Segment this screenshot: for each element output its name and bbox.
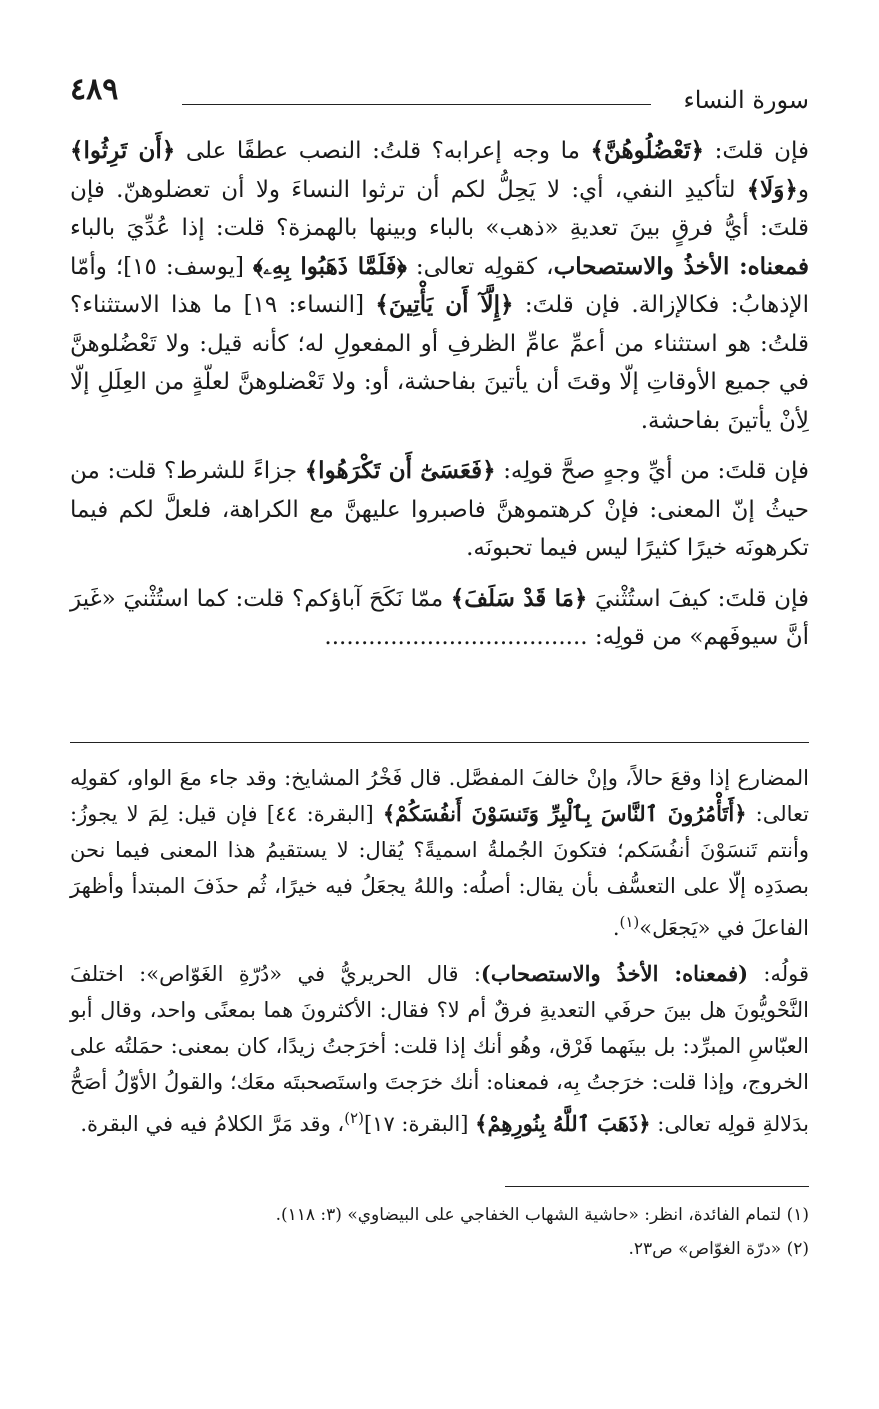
footnote-ref[interactable]: (١) bbox=[619, 913, 640, 931]
bold-phrase: فمعناه: الأخذُ والاستصحاب bbox=[553, 252, 810, 280]
quran-verse: ﴿مَا قَدْ سَلَفَ﴾ bbox=[450, 584, 588, 612]
surah-title: سورة النساء bbox=[683, 86, 809, 114]
text-run: [يوسف: ١٥]؛ وأمّا الإذهابُ: فكالإزالة. فإن قلتَ: bbox=[70, 253, 809, 318]
text-run: فإن قلتَ: من أيِّ وجهٍ صحَّ قولِه: bbox=[495, 458, 809, 484]
text-run: : قال الحريريُّ في «دُرّةِ الغَوّاص»: اختلفَ النَّحْويُّونَ هل بينَ حرفَي التعديةِ فرقٌ أم لا؟ فقال: الأكثرونَ هما بمعنًى واحد، وقال أبو العبّاسِ المبرِّد: بل بينَهما فَرْق، وهُو أنك إذا قلت: أخرَجتُ زيدًا، كان بمعنى: حمَلتُه على الخروج، وإذا قلت: خرَجتُ بِه، فمعناه: أنك خرَجتَ واستَصحبتَه معَك؛ والقولُ الأوّلُ أصَحُّ بدَلالةِ قولِه تعالى: bbox=[70, 962, 809, 1136]
main-text bbox=[70, 132, 809, 669]
quran-verse: ﴿إِلَّآ أَن يَأْتِينَ﴾ bbox=[375, 291, 514, 318]
quran-verse: ﴿فَعَسَىٰٓ أَن تَكْرَهُوا﴾ bbox=[304, 457, 496, 484]
page-number: ٤٨٩ bbox=[70, 72, 119, 107]
text-run: لتأكيدِ النفي، أي: لا يَحِلُّ لكم أن ترثوا النساءَ ولا أن تعضلوهنّ. فإن قلتَ: أيُّ فرقٍ بينَ تعديةِ «ذهب» بالباء وبينها بالهمزة؟ قلت: إذا عُدِّيَ بالباء bbox=[70, 176, 809, 241]
ellipsis-dots: .................................... bbox=[324, 624, 588, 650]
text-run: فإن قلتَ: bbox=[704, 138, 809, 164]
text-run: [البقرة: ٤٤] فإن قيل: لِمَ لا يجوزُ: وأنتم تَنسَوْنَ أنفُسَكم؛ فتكونَ الجُملةُ اسميةً؟ يُقال: لا يستقيمُ هذا المعنى فيما نحن بصدَدِه إلّا على التعسُّف بأن يقال: أصلُه: واللهُ يجعَلُ فيه خيرًا، ثُم حذَفَ المبتدأ وأظهرَ الفاعلَ في «يَجعَل» bbox=[70, 802, 809, 940]
commentary-paragraph-1 bbox=[70, 760, 809, 946]
text-run: المضارع إذا وقعَ حالاً، وإنْ خالفَ المفصَّل. قال فَخْرُ المشايخ: وقد جاء معَ الواو، كقولِه تعالى: bbox=[70, 766, 810, 826]
header-rule bbox=[182, 104, 651, 105]
text-run: ما وجه إعرابه؟ قلتُ: النصب عطفًا على bbox=[175, 138, 591, 164]
text-run: فإن قلتَ: كيفَ استُثْنيَ bbox=[587, 585, 810, 612]
text-run: [النساء: ١٩] ما هذا الاستثناء؟ قلتُ: هو استثناء من أعمِّ عامِّ الظرفِ أو المفعولِ له؛ كأنه قيل: ولا تَعْضُلوهنَّ في جميع الأوقاتِ إلّا وقتَ أن يأتينَ بفاحشة، أو: ولا تَعْضلوهنَّ لعلّةٍ من العِلَلِ إلّا لِأنْ يأتينَ بفاحشة. bbox=[70, 292, 809, 434]
text-run: ، كقولِه تعالى: bbox=[406, 253, 554, 280]
text-run: قولُه: bbox=[748, 962, 810, 986]
text-run: جزاءً للشرط؟ قلت: من حيثُ إنّ المعنى: فإنْ كرهتموهنَّ فاصبروا عليهنَّ مع الكراهة، فلعلَّ لكم فيما تكرهونَه خيرًا كثيرًا ليس فيما تحبونَه. bbox=[70, 458, 809, 561]
footnotes bbox=[70, 1198, 809, 1266]
quran-verse: ﴿تَعْضُلُوهُنَّ﴾ bbox=[590, 137, 705, 164]
page-header bbox=[70, 70, 809, 114]
quran-verse: ﴿فَلَمَّا ذَهَبُوا بِهِۦ﴾ bbox=[253, 252, 407, 280]
footnote-2: (٢) «درّة الغوّاص» ص٢٣. bbox=[628, 1239, 809, 1259]
quran-verse: ﴿وَلَا﴾ bbox=[746, 175, 798, 203]
commentary bbox=[70, 760, 809, 1152]
text-run: و bbox=[797, 176, 809, 203]
text-run: ، وقد مَرَّ الكلامُ فيه في البقرة. bbox=[80, 1112, 345, 1136]
quran-verse: ﴿أَن تَرِثُوا﴾ bbox=[70, 137, 176, 164]
footnote-separator bbox=[505, 1186, 809, 1187]
commentary-paragraph-2 bbox=[70, 956, 809, 1142]
paragraph-2 bbox=[70, 452, 809, 568]
paragraph-1 bbox=[70, 132, 809, 440]
footnote-1: (١) لتمام الفائدة، انظر: «حاشية الشهاب الخفاجي على البيضاوي» (٣: ١١٨). bbox=[275, 1205, 809, 1225]
quran-verse: ﴿أَتَأْمُرُونَ ٱلنَّاسَ بِٱلْبِرِّ وَتَنسَوْنَ أَنفُسَكُمْ﴾ bbox=[382, 801, 747, 826]
quran-verse: ﴿ذَهَبَ ٱللَّهُ بِنُورِهِمْ﴾ bbox=[475, 1111, 651, 1136]
text-run: . bbox=[612, 916, 620, 940]
text-run: ممّا نَكَحَ آباؤكم؟ قلت: كما استُثْنيَ «غَيرَ أنَّ سيوفَهم» من قولِه: bbox=[70, 585, 809, 650]
commentary-separator bbox=[70, 742, 809, 743]
footnote-ref[interactable]: (٢) bbox=[344, 1109, 364, 1127]
paragraph-3 bbox=[70, 580, 809, 657]
bold-phrase: (فمعناه: الأخذُ والاستصحاب) bbox=[480, 961, 749, 986]
text-run: [البقرة: ١٧] bbox=[363, 1112, 476, 1136]
